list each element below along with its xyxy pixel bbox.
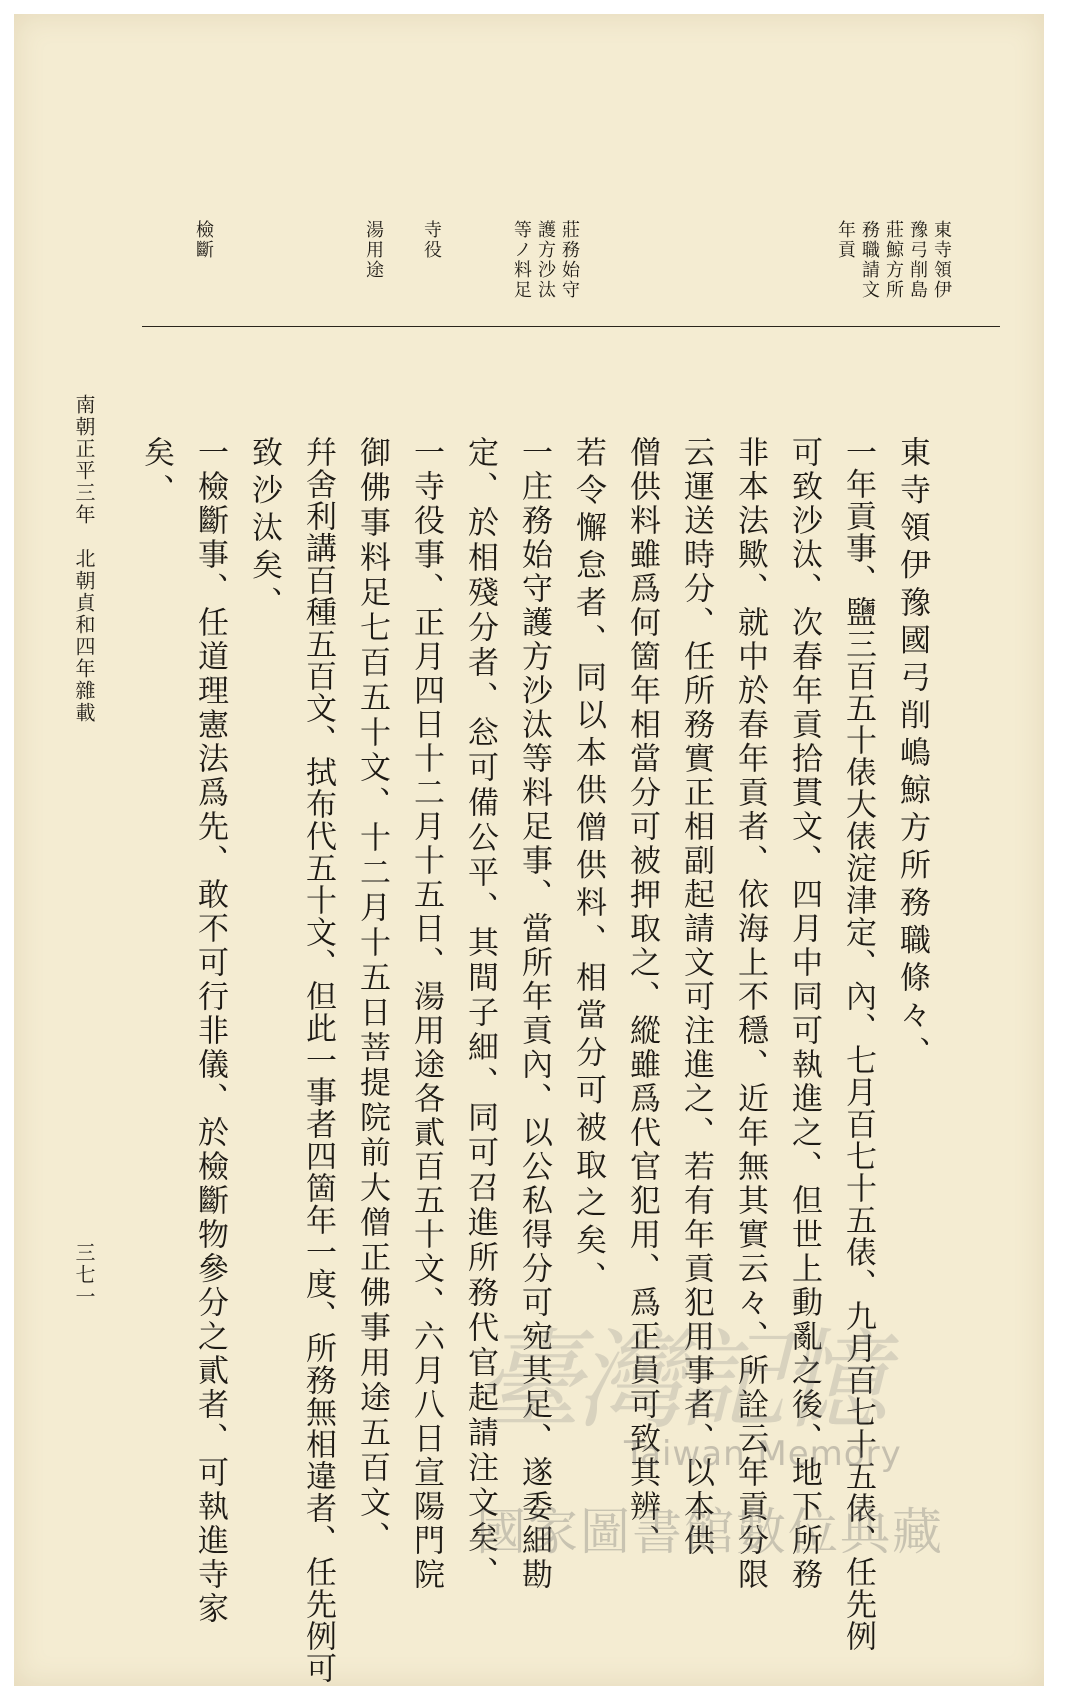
watermark-chinese: 國家圖書館數位典藏 [476, 1503, 944, 1561]
page-number: 三七一 [72, 1242, 96, 1308]
watermark-logo: 臺灣記憶 [474, 1319, 883, 1444]
header-col-4: 務職請文 [859, 220, 880, 300]
body-col-8: 一庄務始守護方沙汰等料足事、當所年貢內、以公私得分可宛其足、遂委細勘 [516, 436, 552, 1592]
body-col-11: 御佛事料足七百五十文、十二月十五日菩提院前大僧正佛事用途五百文、 [354, 436, 390, 1556]
body-col-15: 矣、 [138, 436, 174, 511]
header-rule [142, 326, 1000, 327]
body-col-3: 可致沙汰、次春年貢拾貫文、四月中同可執進之、但世上動亂之後、地下所務 [786, 436, 822, 1592]
body-col-13: 致沙汰矣、 [246, 436, 282, 624]
body-col-12: 幷舍利講百種五百文、拭布代五十文、但此一事者四箇年一度、所務無相違者、任先例可 [300, 436, 336, 1684]
body-col-9: 定、於相殘分者、忩可備公平、其間子細、同可召進所務代官起請注文矣、 [462, 436, 498, 1591]
header-col-9: 寺役 [421, 220, 442, 260]
header-col-8: 等ノ料足 [511, 220, 532, 300]
body-col-7: 若令懈怠者、同以本供僧供料、相當分可被取之矣、 [570, 436, 606, 1299]
body-col-5: 云運送時分、任所務實正相副起請文可注進之、若有年貢犯用事者、以本供 [678, 436, 714, 1558]
document-page [14, 14, 1044, 1686]
header-col-1: 東寺領伊 [931, 220, 952, 300]
body-col-1: 東寺領伊豫國弓削嶋鯨方所務職條々、 [894, 436, 930, 1074]
running-title: 南朝正平三年 北朝貞和四年雜載 [72, 394, 96, 724]
header-col-11: 檢斷 [193, 220, 214, 260]
header-col-3: 莊鯨方所 [883, 220, 904, 300]
header-col-2: 豫弓削島 [907, 220, 928, 300]
header-col-6: 莊務始守 [559, 220, 580, 300]
body-col-2: 一年貢事、鹽三百五十俵大俵淀津定、內、七月百七十五俵、九月百七十五俵、任先例 [840, 436, 876, 1652]
body-col-10: 一寺役事、正月四日十二月十五日、湯用途各貳百五十文、六月八日宣陽門院 [408, 436, 444, 1592]
header-col-7: 護方沙汰 [535, 220, 556, 300]
body-col-6: 僧供料雖爲何箇年相當分可被押取之、縱雖爲代官犯用、爲正員可致其辨、 [624, 436, 660, 1558]
body-col-14: 一檢斷事、任道理憲法爲先、敢不可行非儀、於檢斷物參分之貳者、可執進寺家 [192, 436, 228, 1626]
header-col-10: 湯用途 [363, 220, 384, 280]
body-col-4: 非本法歟、就中於春年貢者、依海上不穩、近年無其實云々、所詮云年貢分限 [732, 436, 768, 1592]
header-col-5: 年貢 [835, 220, 856, 260]
watermark-english: Taiwan Memory [624, 1434, 902, 1474]
